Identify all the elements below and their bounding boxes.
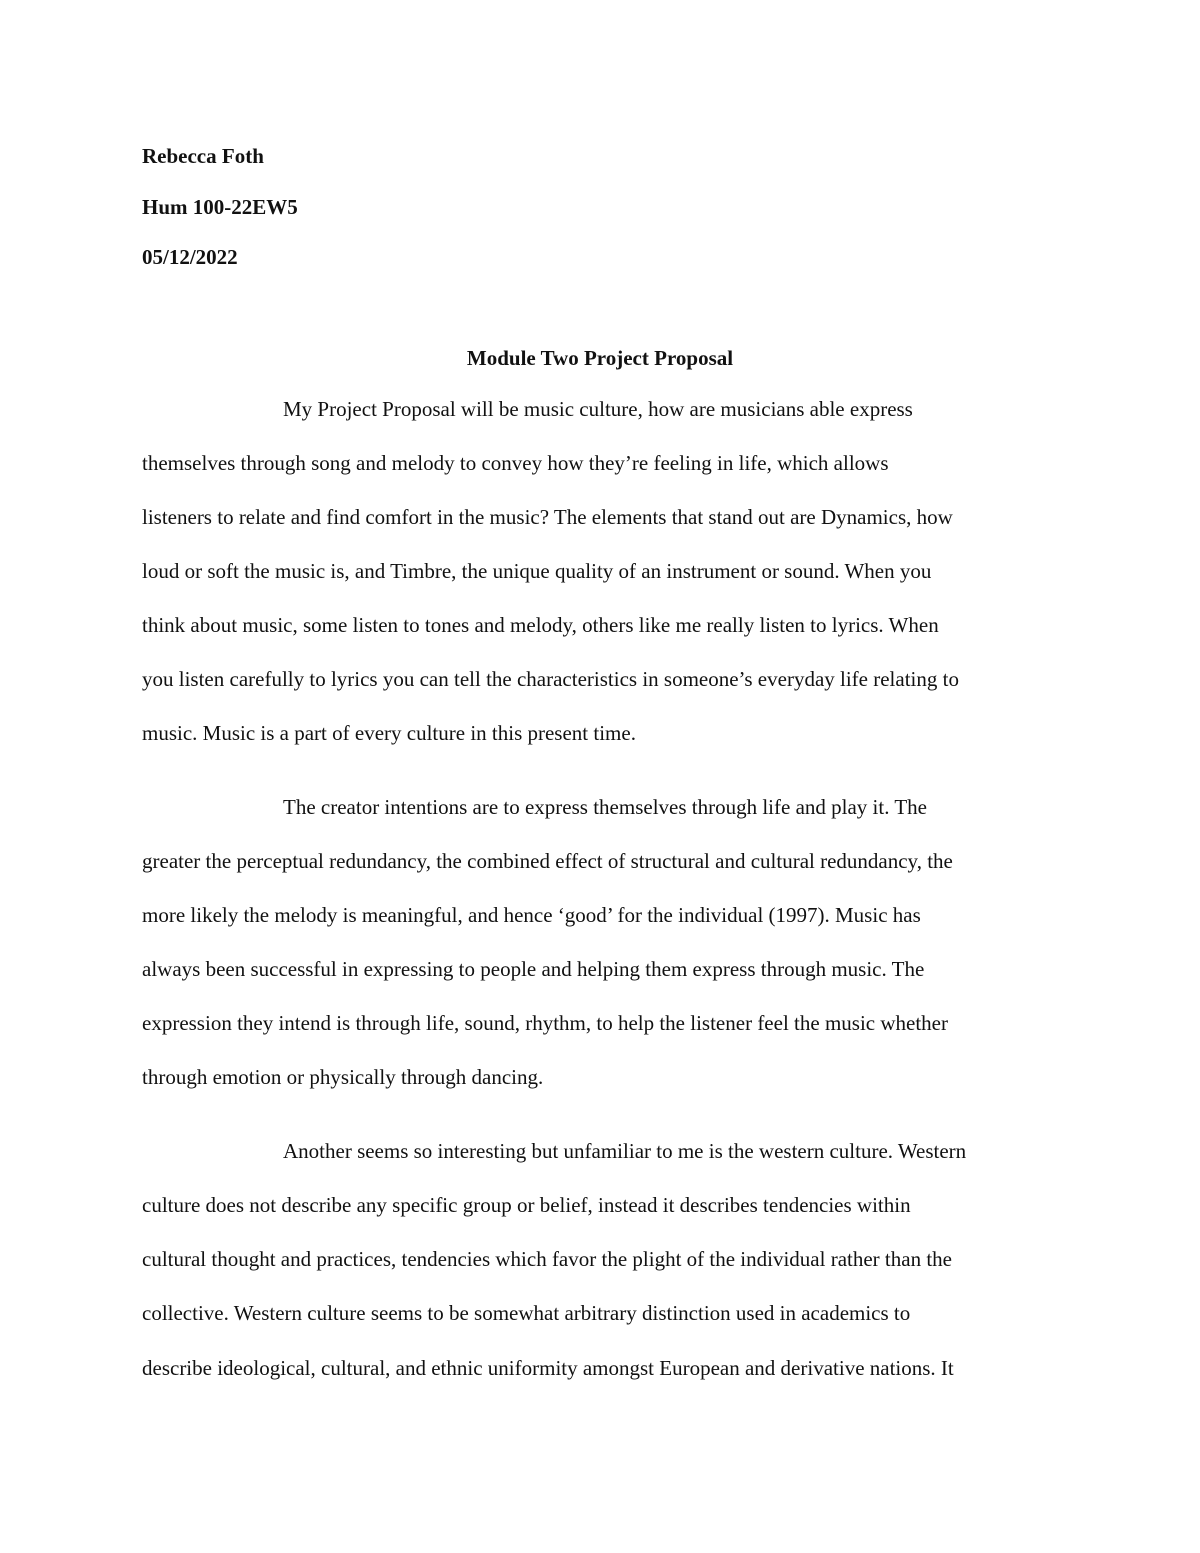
paragraph-1-line-5: think about music, some listen to tones and melody, others like me really listen to lyrics. When bbox=[142, 613, 939, 637]
paragraph-1-line-4: loud or soft the music is, and Timbre, the unique quality of an instrument or sound. When you bbox=[142, 559, 932, 583]
paragraph-1-line-2: themselves through song and melody to convey how they’re feeling in life, which allows bbox=[142, 451, 889, 475]
course-code: Hum 100-22EW5 bbox=[142, 195, 298, 219]
paragraph-2-line-1: The creator intentions are to express themselves through life and play it. The bbox=[283, 795, 927, 819]
author-name: Rebecca Foth bbox=[142, 144, 264, 168]
paragraph-2-line-3: more likely the melody is meaningful, and hence ‘good’ for the individual (1997). Music has bbox=[142, 903, 921, 927]
document-title: Module Two Project Proposal bbox=[466, 346, 734, 370]
paragraph-3-line-1: Another seems so interesting but unfamiliar to me is the western culture. Western bbox=[283, 1139, 967, 1163]
document-date: 05/12/2022 bbox=[142, 245, 238, 269]
paragraph-3-line-3: cultural thought and practices, tendencies which favor the plight of the individual rather than the bbox=[142, 1247, 952, 1271]
paragraph-3-line-2: culture does not describe any specific group or belief, instead it describes tendencies within bbox=[142, 1193, 911, 1217]
paragraph-1-line-6: you listen carefully to lyrics you can tell the characteristics in someone’s everyday life relating to bbox=[142, 667, 959, 691]
paragraph-1-line-7: music. Music is a part of every culture in this present time. bbox=[142, 721, 636, 745]
paragraph-3-line-5: describe ideological, cultural, and ethnic uniformity amongst European and derivative nations. It bbox=[142, 1356, 954, 1380]
paragraph-1-line-1: My Project Proposal will be music culture, how are musicians able express bbox=[283, 397, 913, 421]
paragraph-2-line-2: greater the perceptual redundancy, the combined effect of structural and cultural redundancy, the bbox=[142, 849, 953, 873]
paragraph-2-line-5: expression they intend is through life, sound, rhythm, to help the listener feel the music whether bbox=[142, 1011, 948, 1035]
paragraph-2-line-4: always been successful in expressing to people and helping them express through music. The bbox=[142, 957, 925, 981]
paragraph-2-line-6: through emotion or physically through dancing. bbox=[142, 1065, 544, 1089]
paragraph-1-line-3: listeners to relate and find comfort in the music? The elements that stand out are Dynamics, how bbox=[142, 505, 953, 529]
paragraph-3-line-4: collective. Western culture seems to be somewhat arbitrary distinction used in academics to bbox=[142, 1301, 911, 1325]
